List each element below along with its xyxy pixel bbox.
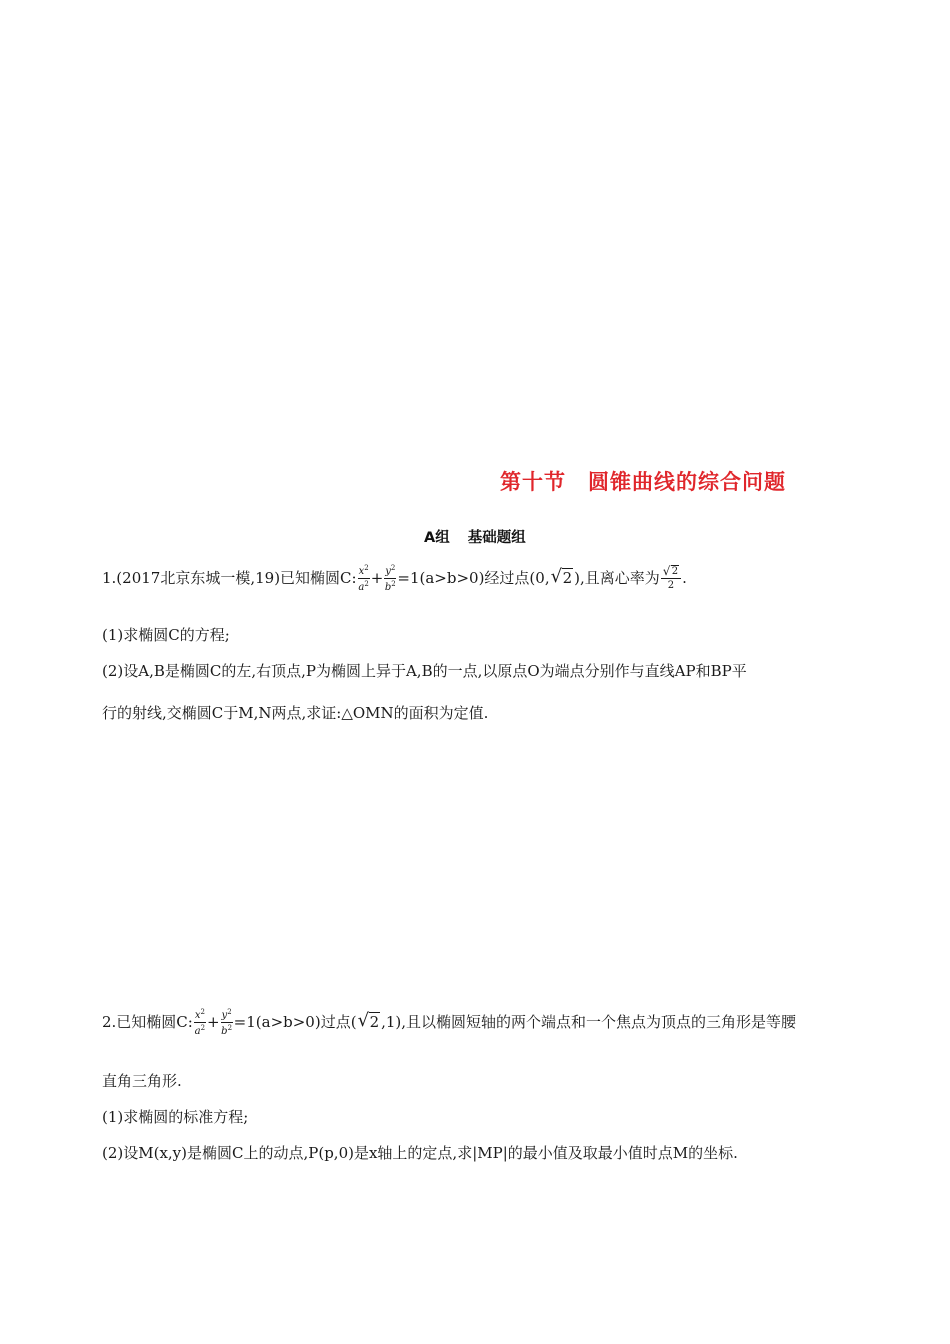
- section-name: 圆锥曲线的综合问题: [588, 470, 786, 494]
- problem1-part1: (1)求椭圆C的方程;: [102, 626, 230, 644]
- group-label: A组: [424, 530, 450, 546]
- problem2-part1: (1)求椭圆的标准方程;: [102, 1108, 249, 1126]
- problem1-statement: 1.(2017北京东城一模,19)已知椭圆C: $\frac{x^2}{a^2}$ + $\frac{y^2}{b^2}$ =1(a>b>0)经过点(0, √ 2 ),且离心率为 √ 2 2 .: [102, 564, 687, 593]
- section-number: 第十节: [500, 470, 566, 494]
- problem2-intro: 2.已知椭圆C:: [102, 1013, 193, 1031]
- eccentricity-fraction: √ 2 2: [661, 567, 681, 591]
- sqrt-expression: √ 2: [357, 1010, 380, 1031]
- problem1-part2-line1: (2)设A,B是椭圆C的左,右顶点,P为椭圆上异于A,B的一点,以原点O为端点分别作与直线AP和BP平: [102, 662, 747, 680]
- problem1-part2-line2: 行的射线,交椭圆C于M,N两点,求证:△OMN的面积为定值.: [102, 704, 489, 722]
- problem2-part2: (2)设M(x,y)是椭圆C上的动点,P(p,0)是x轴上的定点,求|MP|的最小值及取最小值时点M的坐标.: [102, 1144, 738, 1162]
- group-heading: [424, 526, 526, 547]
- ellipse-term-y: $\frac{y^2}{b^2}$: [384, 564, 396, 593]
- ellipse-term-x: $\frac{x^2}{a^2}$: [194, 1008, 206, 1037]
- ellipse-term-x: $\frac{x^2}{a^2}$: [358, 564, 369, 593]
- section-title: [500, 466, 786, 496]
- problem1-intro: 1.(2017北京东城一模,19)已知椭圆C:: [102, 569, 357, 587]
- problem2-line2: 直角三角形.: [102, 1072, 182, 1090]
- problem2-statement: 2.已知椭圆C: $\frac{x^2}{a^2}$ + $\frac{y^2}{b^2}$ =1(a>b>0)过点( √ 2 ,1),且以椭圆短轴的两个端点和一个焦点为顶点的三角形是等腰: [102, 1008, 797, 1037]
- sqrt-expression: √ 2: [550, 566, 573, 587]
- ellipse-term-y: $\frac{y^2}{b^2}$: [221, 1008, 233, 1037]
- group-name: 基础题组: [467, 530, 526, 546]
